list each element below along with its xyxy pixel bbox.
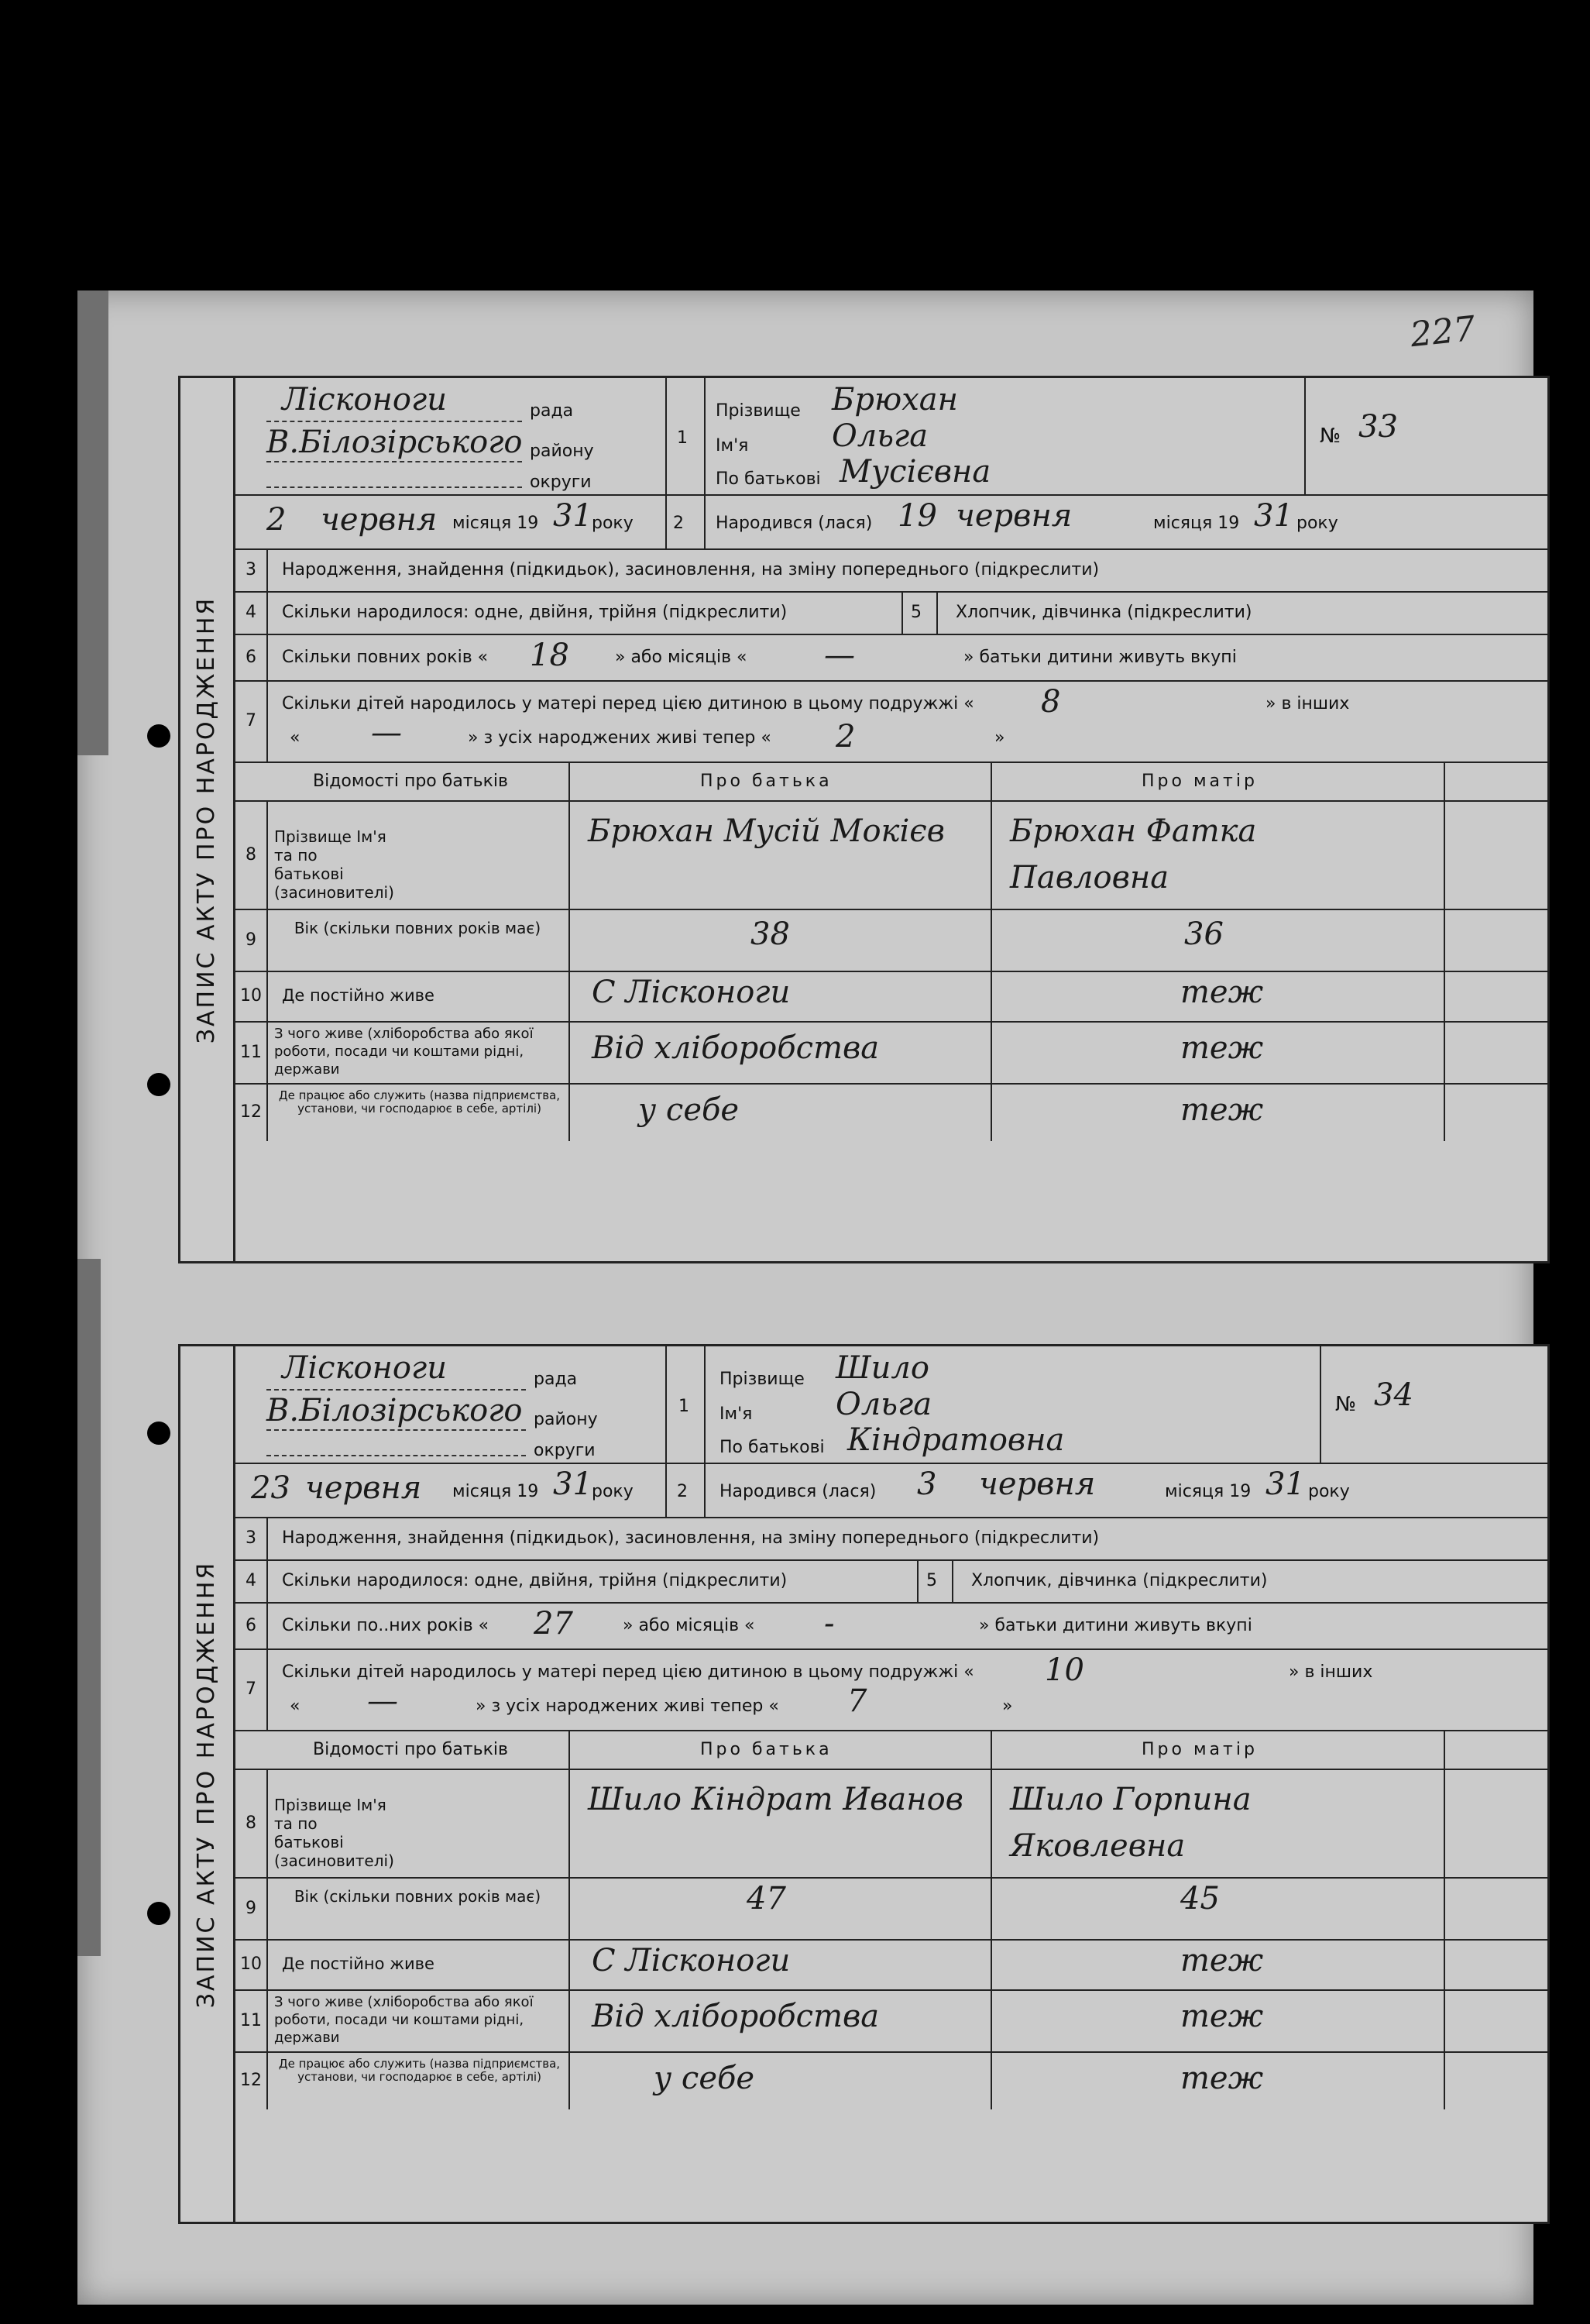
row-3-text: Народження, знайдення (підкидьок), засиновлення, на зміну попереднього (підкреслити) xyxy=(282,560,1100,579)
children-alive: 2 xyxy=(836,719,856,755)
rada-value: Лісконоги xyxy=(282,382,447,418)
row-4-text: Скільки народилося: одне, двійня, трійня (підкреслити) xyxy=(282,603,788,622)
reg-year: 31 xyxy=(553,1466,592,1502)
row-7-text-c: « xyxy=(290,1697,300,1716)
father-age: 47 xyxy=(747,1881,786,1917)
mother-name: Брюхан Фатка Павловна xyxy=(1010,813,1257,896)
reg-month: червня xyxy=(305,1470,422,1506)
row-8: 8 Прізвище Ім'я та по батькові (засиновителі) Брюхан Мусій Мокієв Брюхан Фатка Павловна xyxy=(235,800,1547,910)
mother-residence: теж xyxy=(1180,975,1264,1010)
father-name: Брюхан Мусій Мокієв xyxy=(588,813,945,849)
birth-record-33 xyxy=(178,376,1550,1263)
row-7-text-c: « xyxy=(290,728,300,748)
born-month-label: місяця 19 xyxy=(1165,1482,1252,1501)
row-4-5: 4 Скільки народилося: одне, двійня, трійня (підкреслити) 5 Хлопчик, дівчинка (підкреслити) xyxy=(235,591,1547,635)
rada-label: рада xyxy=(530,401,574,421)
child-surname: Шило xyxy=(836,1350,929,1386)
father-residence: С Лісконоги xyxy=(592,975,791,1010)
row-6-text-c: » батьки дитини живуть вкупі xyxy=(979,1616,1252,1635)
okruh-label: округи xyxy=(530,473,592,492)
binding-hole xyxy=(147,724,170,748)
reg-day: 2 xyxy=(266,502,287,538)
record-vertical-title: ЗАПИС АКТУ ПРО НАРОДЖЕННЯ xyxy=(180,1346,235,2222)
father-head: Про батька xyxy=(700,1740,833,1759)
row-8-label: Прізвище Ім'я та по батькові (засиновителі) xyxy=(274,1796,394,1870)
row-7-text-d: » з усіх народжених живі тепер « xyxy=(476,1697,779,1716)
father-workplace: у себе xyxy=(638,1092,740,1128)
child-name: Ольга xyxy=(836,1387,932,1422)
parents-head xyxy=(235,761,1547,802)
born-month: червня xyxy=(979,1466,1096,1502)
children-before: 8 xyxy=(1041,684,1061,720)
record-num-label: № xyxy=(1320,425,1341,448)
row-9-label: Вік (скільки повних років має) xyxy=(294,1887,541,1906)
okruh-label: округи xyxy=(534,1441,596,1460)
row-8: 8 Прізвище Ім'я та по батькові (засиновителі) Шило Кіндрат Иванов Шило Горпина Яковлевна xyxy=(235,1769,1547,1879)
archive-page xyxy=(77,290,1533,2305)
rayon-value: В.Білозірського xyxy=(266,1393,523,1428)
row-11: 11 З чого живе (хліборобства або якої роботи, посади чи коштами рідні, держави Від хліборобства теж xyxy=(235,1989,1547,2053)
row-12: 12 Де працює або служить (назва підприємства, установи, чи господарює в себе, артілі) у себе теж xyxy=(235,2051,1547,2109)
binding-hole xyxy=(147,1073,170,1096)
header-date-row: 23 червня місяця 19 31 року 2 Народився (лася) 3 червня місяця 19 31 року xyxy=(235,1463,1547,1518)
father-residence: С Лісконоги xyxy=(592,1943,791,1978)
reg-month: червня xyxy=(321,502,438,538)
torn-edge xyxy=(77,290,108,755)
parents-head-label: Відомості про батьків xyxy=(313,1740,508,1759)
rada-value: Лісконоги xyxy=(282,1350,447,1386)
born-day: 3 xyxy=(917,1466,937,1502)
row-3: 3 Народження, знайдення (підкидьок), засиновлення, на зміну попереднього (підкреслити) xyxy=(235,548,1547,593)
row-6-text-a: Скільки повних років « xyxy=(282,648,489,667)
mother-name: Шило Горпина Яковлевна xyxy=(1010,1782,1252,1864)
row-7-text-e: » xyxy=(1002,1697,1013,1716)
born-label: Народився (лася) xyxy=(716,514,873,533)
born-year: 31 xyxy=(1254,498,1293,534)
father-occupation: Від хліборобства xyxy=(592,1999,880,2034)
row-11: 11 З чого живе (хліборобства або якої роботи, посади чи коштами рідні, держави Від хліборобства теж xyxy=(235,1021,1547,1085)
father-age: 38 xyxy=(750,916,790,952)
father-name: Шило Кіндрат Иванов xyxy=(588,1782,963,1817)
row-12-label: Де працює або служить (назва підприємства, установи, чи господарює в себе, артілі) xyxy=(278,2057,561,2084)
cohab-months: - xyxy=(824,1606,835,1642)
father-occupation: Від хліборобства xyxy=(592,1030,880,1066)
parents-head-label: Відомості про батьків xyxy=(313,772,508,791)
row-10-label: Де постійно живе xyxy=(282,986,434,1005)
surname-label: Прізвище xyxy=(716,401,801,421)
row-11-label: З чого живе (хліборобства або якої роботи, посади чи коштами рідні, держави xyxy=(274,1994,534,2046)
record-vertical-title: ЗАПИС АКТУ ПРО НАРОДЖЕННЯ xyxy=(180,378,235,1261)
torn-edge xyxy=(77,1259,101,1956)
mother-workplace: теж xyxy=(1180,1092,1264,1128)
mother-residence: теж xyxy=(1180,1943,1264,1978)
row-7-text-a: Скільки дітей народилось у матері перед цією дитиною в цьому подружжі « xyxy=(282,694,974,713)
row-6: 6 Скільки повних років « 18 » або місяців « — » батьки дитини живуть вкупі xyxy=(235,634,1547,682)
father-head: Про батька xyxy=(700,772,833,791)
row-3-text: Народження, знайдення (підкидьок), засиновлення, на зміну попереднього (підкреслити) xyxy=(282,1528,1100,1548)
birth-record-34 xyxy=(178,1344,1550,2224)
row-10: 10 Де постійно живе С Лісконоги теж xyxy=(235,1939,1547,1991)
children-before: 10 xyxy=(1045,1652,1084,1688)
cohab-years: 18 xyxy=(530,638,569,673)
reg-month-label: місяця 19 xyxy=(452,514,539,533)
child-name: Ольга xyxy=(832,418,929,454)
born-label: Народився (лася) xyxy=(719,1482,877,1501)
patronymic-label: По батькові xyxy=(719,1438,825,1457)
row-6-text-c: » батьки дитини живуть вкупі xyxy=(963,648,1237,667)
row-4-text: Скільки народилося: одне, двійня, трійня (підкреслити) xyxy=(282,1571,788,1590)
row-6-text-b: » або місяців « xyxy=(623,1616,755,1635)
binding-hole xyxy=(147,1422,170,1445)
name-label: Ім'я xyxy=(716,436,749,456)
row-7-text-b: » в інших xyxy=(1265,694,1350,713)
row-7-text-e: » xyxy=(994,728,1005,748)
children-alive: 7 xyxy=(847,1683,867,1719)
row-3: 3 Народження, знайдення (підкидьок), засиновлення, на зміну попереднього (підкреслити) xyxy=(235,1517,1547,1561)
row-4-5: 4 Скільки народилося: одне, двійня, трійня (підкреслити) 5 Хлопчик, дівчинка (підкреслити) xyxy=(235,1559,1547,1604)
row-7-text-b: » в інших xyxy=(1289,1662,1373,1682)
reg-year: 31 xyxy=(553,498,592,534)
born-year: 31 xyxy=(1265,1466,1305,1502)
row-5-text: Хлопчик, дівчинка (підкреслити) xyxy=(956,603,1252,622)
born-month-label: місяця 19 xyxy=(1153,514,1240,533)
record-number: 33 xyxy=(1358,409,1398,445)
row-9: 9 Вік (скільки повних років має) 38 36 xyxy=(235,909,1547,972)
reg-day: 23 xyxy=(251,1470,290,1506)
parents-head xyxy=(235,1730,1547,1770)
row-6-text-b: » або місяців « xyxy=(615,648,747,667)
child-patronymic: Кіндратовна xyxy=(847,1422,1065,1458)
header-top: Лісконоги рада В.Білозірського району округи 1 Прізвище Брюхан Ім'я Ольга По батькові Мусієвна № 33 xyxy=(235,378,1547,496)
row-6-text-a: Скільки по..них років « xyxy=(282,1616,489,1635)
cohab-months: — xyxy=(824,638,855,673)
row-12-label: Де працює або служить (назва підприємства, установи, чи господарює в себе, артілі) xyxy=(278,1088,561,1116)
mother-age: 45 xyxy=(1180,1881,1220,1917)
father-workplace: у себе xyxy=(654,2061,755,2096)
row-11-label: З чого живе (хліборобства або якої роботи, посади чи коштами рідні, держави xyxy=(274,1026,534,1078)
reg-month-label: місяця 19 xyxy=(452,1482,539,1501)
record-number: 34 xyxy=(1374,1377,1413,1413)
mother-age: 36 xyxy=(1184,916,1224,952)
row-10-label: Де постійно живе xyxy=(282,1954,434,1973)
mother-head: Про матір xyxy=(1142,772,1258,791)
child-patronymic: Мусієвна xyxy=(840,454,991,490)
row-10: 10 Де постійно живе С Лісконоги теж xyxy=(235,971,1547,1023)
born-year-label: року xyxy=(1308,1482,1350,1501)
patronymic-label: По батькові xyxy=(716,469,821,489)
record-num-label: № xyxy=(1335,1393,1357,1416)
binding-hole xyxy=(147,1902,170,1925)
row-7: 7 Скільки дітей народилось у матері перед цією дитиною в цьому подружжі « 10 » в інших « — » з усіх народжених живі тепер « 7 » xyxy=(235,1648,1547,1731)
reg-year-label: року xyxy=(592,1482,634,1501)
header-date-row: 2 червня місяця 19 31 року 2 Народився (лася) 19 червня місяця 19 31 року xyxy=(235,494,1547,550)
children-other: — xyxy=(371,715,402,751)
name-label: Ім'я xyxy=(719,1404,753,1424)
rada-label: рада xyxy=(534,1370,578,1389)
surname-label: Прізвище xyxy=(719,1370,805,1389)
reg-year-label: року xyxy=(592,514,634,533)
row-5-text: Хлопчик, дівчинка (підкреслити) xyxy=(971,1571,1268,1590)
rayon-label: району xyxy=(534,1410,598,1429)
cohab-years: 27 xyxy=(534,1606,573,1642)
mother-head: Про матір xyxy=(1142,1740,1258,1759)
row-9: 9 Вік (скільки повних років має) 47 45 xyxy=(235,1877,1547,1941)
born-day: 19 xyxy=(898,498,937,534)
mother-occupation: теж xyxy=(1180,1030,1264,1066)
children-other: — xyxy=(367,1683,398,1719)
mother-workplace: теж xyxy=(1180,2061,1264,2096)
row-6: 6 Скільки по..них років « 27 » або місяців « - » батьки дитини живуть вкупі xyxy=(235,1602,1547,1650)
row-7-text-d: » з усіх народжених живі тепер « xyxy=(468,728,771,748)
row-7: 7 Скільки дітей народилось у матері перед цією дитиною в цьому подружжі « 8 » в інших « — » з усіх народжених живі тепер « 2 » xyxy=(235,680,1547,763)
row-7-text-a: Скільки дітей народилось у матері перед цією дитиною в цьому подружжі « xyxy=(282,1662,974,1682)
rayon-value: В.Білозірського xyxy=(266,425,523,460)
header-top: Лісконоги рада В.Білозірського району округи 1 Прізвище Шило Ім'я Ольга По батькові Кіндратовна № 34 xyxy=(235,1346,1547,1464)
child-surname: Брюхан xyxy=(832,382,958,418)
born-year-label: року xyxy=(1296,514,1338,533)
page-number: 227 xyxy=(1408,308,1478,356)
row-12: 12 Де працює або служить (назва підприємства, установи, чи господарює в себе, артілі) у себе теж xyxy=(235,1083,1547,1141)
born-month: червня xyxy=(956,498,1073,534)
row-9-label: Вік (скільки повних років має) xyxy=(294,919,541,937)
row-8-label: Прізвище Ім'я та по батькові (засиновителі) xyxy=(274,827,394,902)
mother-occupation: теж xyxy=(1180,1999,1264,2034)
rayon-label: району xyxy=(530,442,594,461)
